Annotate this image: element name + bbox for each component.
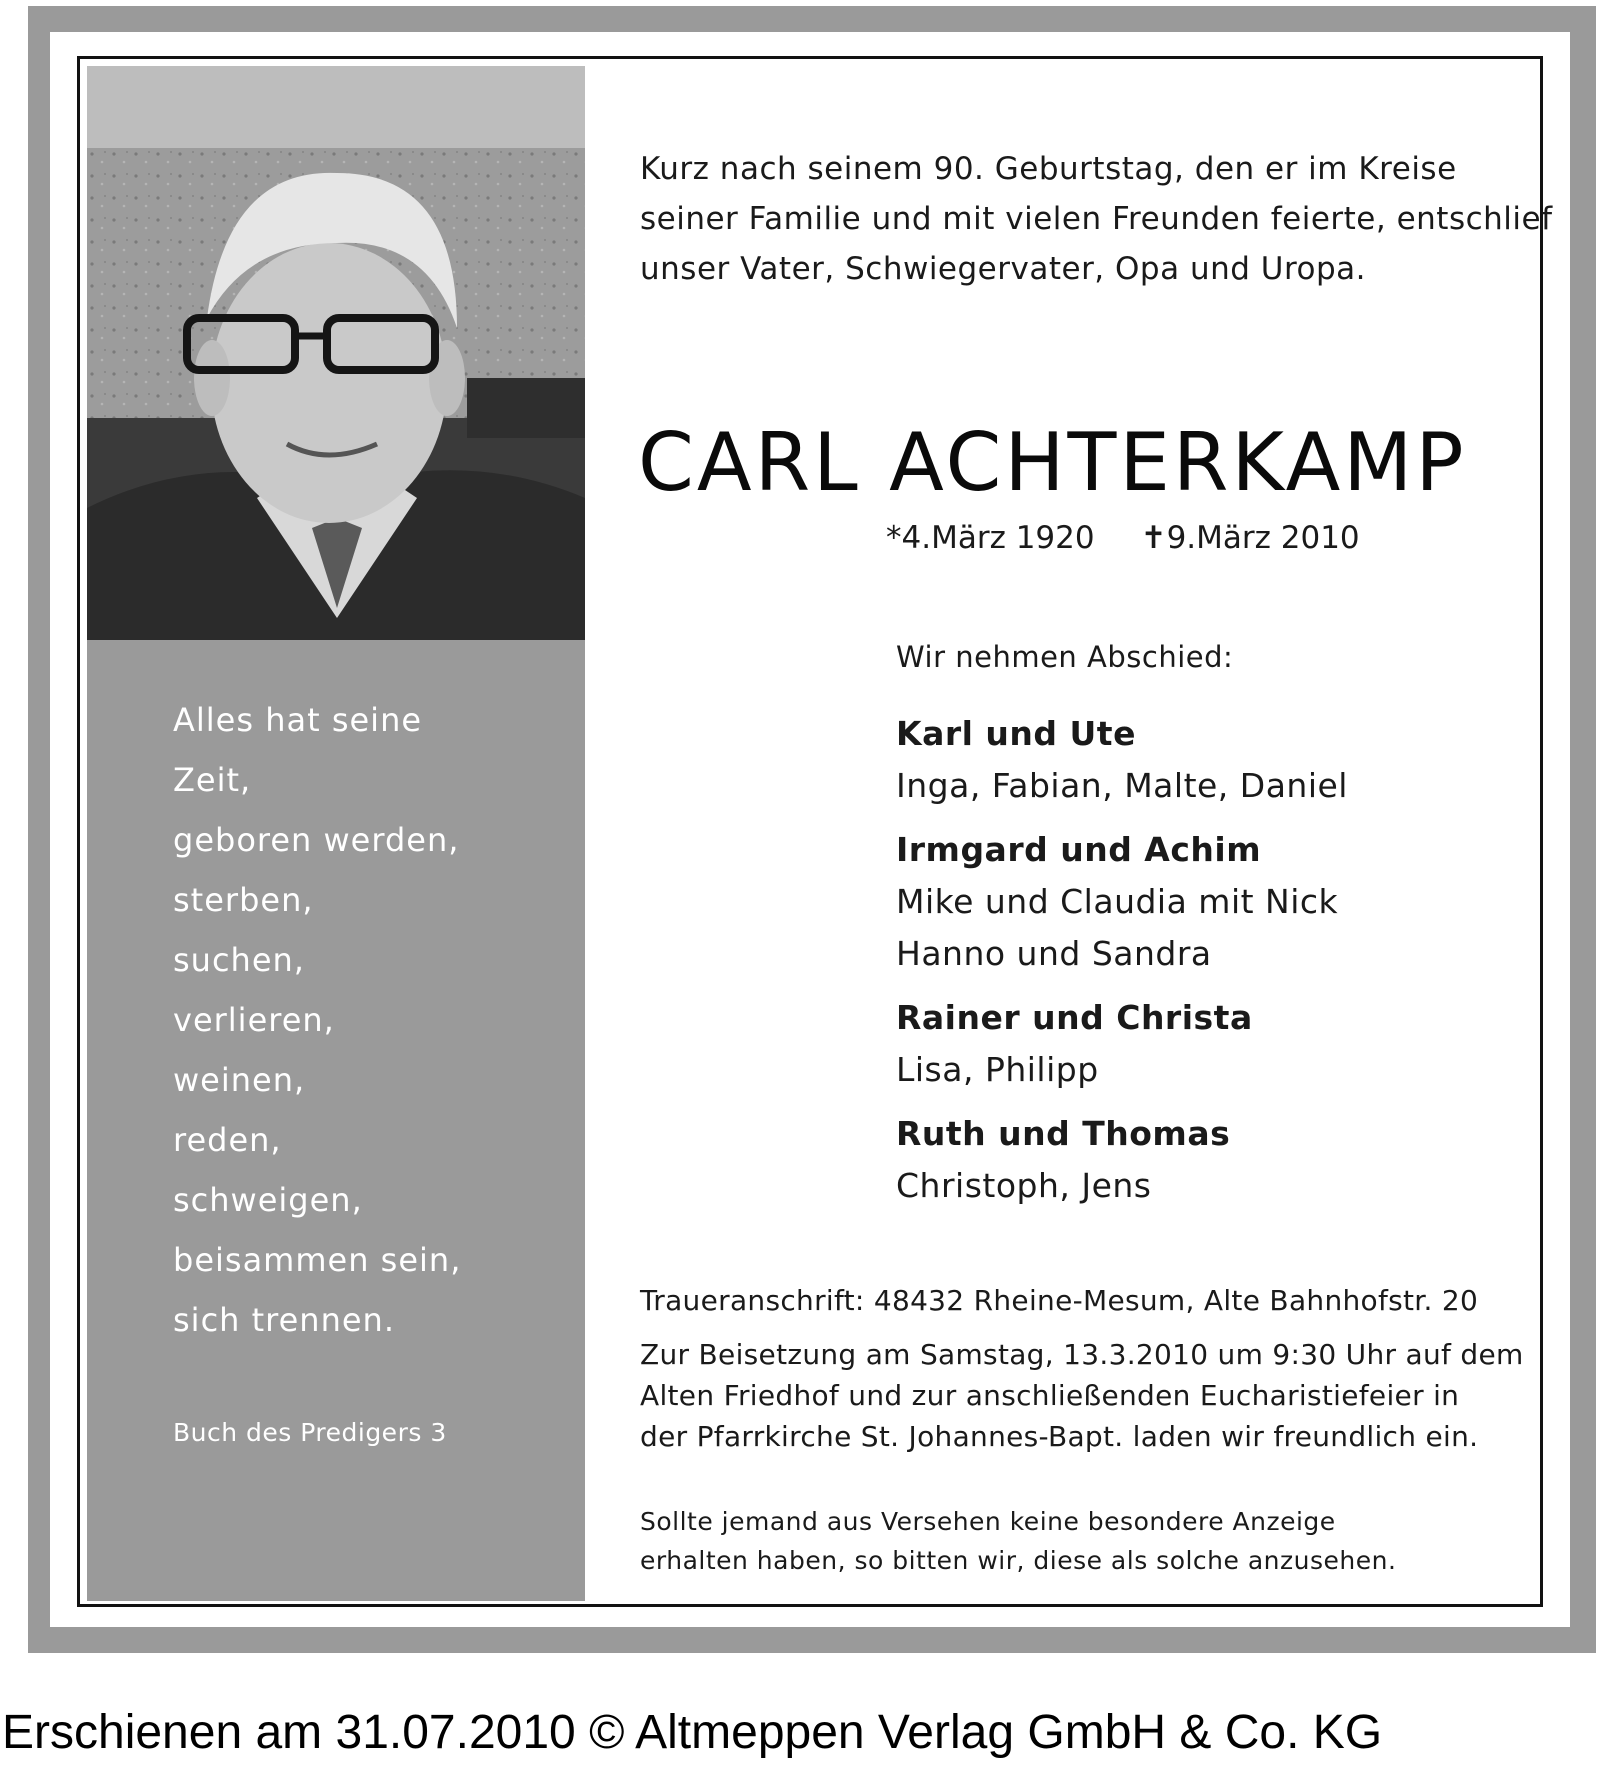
family-children: Lisa, Philipp (896, 1050, 1099, 1089)
notice-line: Sollte jemand aus Versehen keine besondere Anzeige (640, 1507, 1336, 1536)
family-parents: Ruth und Thomas (896, 1114, 1231, 1153)
quote-line: sterben, (173, 881, 314, 919)
family-group (896, 992, 1348, 1096)
deceased-name: CARL ACHTERKAMP (638, 416, 1467, 509)
burial-line: Zur Beisetzung am Samstag, 13.3.2010 um 9:30 Uhr auf dem (640, 1338, 1524, 1371)
intro-line: seiner Familie und mit vielen Freunden feierte, entschlief (640, 201, 1553, 237)
intro-line: unser Vater, Schwiegervater, Opa und Uropa. (640, 251, 1367, 287)
family-group (896, 1108, 1348, 1212)
portrait-photo (87, 148, 585, 640)
quote-line: verlieren, (173, 1001, 335, 1039)
quote-line: sich trennen. (173, 1301, 395, 1339)
quote-line: geboren werden, (173, 821, 460, 859)
family-children: Inga, Fabian, Malte, Daniel (896, 766, 1348, 805)
family-children: Mike und Claudia mit Nick (896, 882, 1339, 921)
family-children: Christoph, Jens (896, 1166, 1152, 1205)
intro-paragraph (640, 144, 1553, 294)
family-group (896, 708, 1348, 812)
left-column (87, 66, 585, 1601)
quote-line: beisammen sein, (173, 1241, 462, 1279)
top-gray-bar (87, 66, 585, 148)
quote-line: suchen, (173, 941, 305, 979)
mourning-address: Traueranschrift: 48432 Rheine-Mesum, Alte Bahnhofstr. 20 (640, 1284, 1479, 1317)
death-date: ✝9.März 2010 (1140, 520, 1360, 556)
quote-line: Zeit, (173, 761, 252, 799)
intro-line: Kurz nach seinem 90. Geburtstag, den er im Kreise (640, 151, 1457, 187)
quote-source: Buch des Predigers 3 (173, 1418, 447, 1447)
right-column (638, 66, 1553, 1601)
quote-line: reden, (173, 1121, 282, 1159)
farewell-heading: Wir nehmen Abschied: (896, 640, 1234, 674)
notice-text (640, 1502, 1396, 1580)
family-group (896, 824, 1348, 980)
family-parents: Irmgard und Achim (896, 830, 1262, 869)
burial-line: der Pfarrkirche St. Johannes-Bapt. laden wir freundlich ein. (640, 1420, 1479, 1453)
life-dates (886, 520, 1360, 556)
quote-panel (87, 640, 585, 1601)
quote-line: weinen, (173, 1061, 306, 1099)
burial-line: Alten Friedhof und zur anschließenden Eucharistiefeier in (640, 1379, 1460, 1412)
quote-line: schweigen, (173, 1181, 363, 1219)
family-parents: Karl und Ute (896, 714, 1136, 753)
quote-line: Alles hat seine (173, 701, 423, 739)
burial-info (640, 1334, 1524, 1457)
family-list (896, 708, 1348, 1224)
birth-date: *4.März 1920 (886, 520, 1095, 556)
family-parents: Rainer und Christa (896, 998, 1253, 1037)
quote-verse (173, 690, 461, 1350)
publication-footer: Erschienen am 31.07.2010 © Altmeppen Verlag GmbH & Co. KG (2, 1706, 1383, 1759)
notice-line: erhalten haben, so bitten wir, diese als solche anzusehen. (640, 1546, 1397, 1575)
family-children: Hanno und Sandra (896, 934, 1212, 973)
